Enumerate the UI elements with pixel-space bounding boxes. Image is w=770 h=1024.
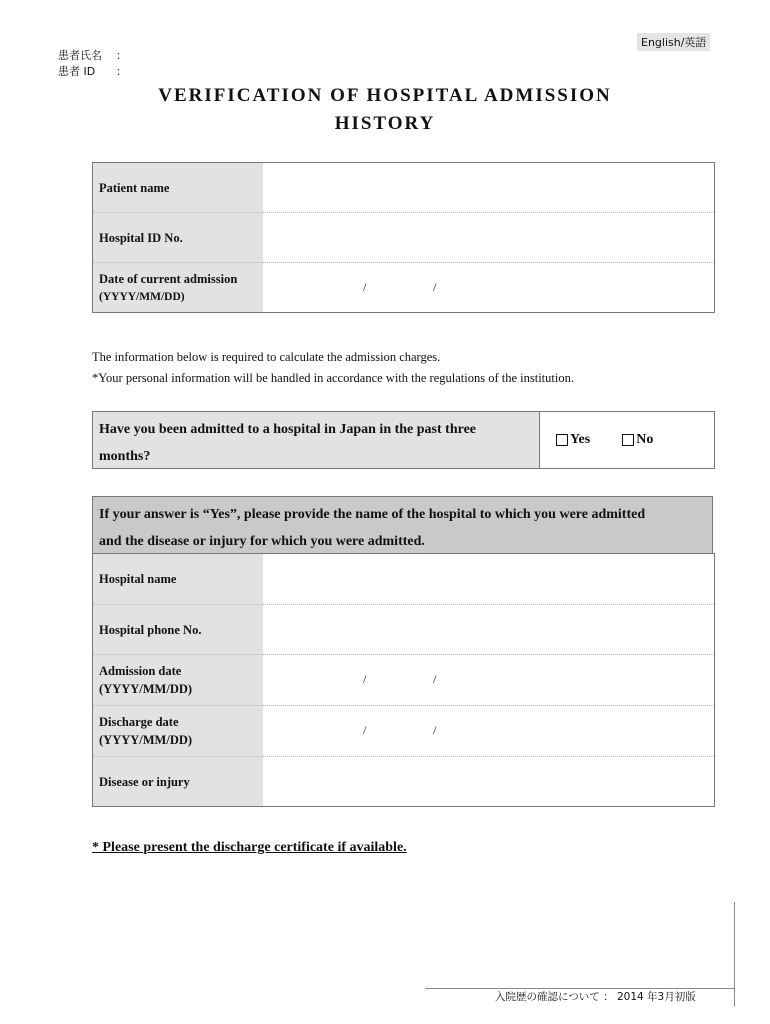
patient-name-row bbox=[93, 163, 715, 213]
discharge-date-label bbox=[93, 706, 264, 757]
admission-date-label bbox=[93, 655, 264, 706]
discharge-date-row bbox=[93, 706, 715, 757]
no-checkbox[interactable] bbox=[622, 434, 634, 446]
followup-header bbox=[92, 496, 713, 553]
current-admission-format: (YYYY/MM/DD) bbox=[99, 290, 185, 303]
current-admission-label bbox=[93, 263, 264, 313]
colon: ： bbox=[116, 49, 127, 62]
patient-id-meta-label: 患者 ID bbox=[58, 65, 96, 78]
hospital-id-label: Hospital ID No. bbox=[93, 213, 264, 263]
date-separator: / bbox=[363, 672, 367, 686]
date-separator: / bbox=[363, 279, 367, 294]
colon: ： bbox=[116, 65, 127, 78]
footer-divider-vertical bbox=[734, 902, 735, 1006]
patient-meta bbox=[58, 48, 127, 80]
followup-header-line-1: If your answer is “Yes”, please provide the name of the hospital to which you were admitted bbox=[99, 507, 646, 522]
date-separator: / bbox=[433, 723, 437, 737]
hospital-name-row bbox=[93, 554, 715, 605]
info-line-2: *Your personal information will be handled in accordance with the regulations of the institution. bbox=[92, 371, 574, 385]
hospital-phone-field[interactable] bbox=[263, 605, 715, 655]
hospital-name-field[interactable] bbox=[263, 554, 715, 605]
admission-date-row bbox=[93, 655, 715, 706]
title-line-2: HISTORY bbox=[334, 113, 436, 134]
discharge-date-field[interactable] bbox=[263, 706, 715, 757]
question-line-1: Have you been admitted to a hospital in Japan in the past three bbox=[99, 422, 476, 437]
current-admission-label-text: Date of current admission bbox=[99, 271, 238, 286]
patient-name-meta bbox=[58, 48, 127, 64]
disease-field[interactable] bbox=[263, 757, 715, 807]
hospital-name-label: Hospital name bbox=[93, 554, 264, 605]
info-line-1: The information below is required to calculate the admission charges. bbox=[92, 350, 441, 364]
footer-text: 入院歴の確認について ： 2014 年3月初版 bbox=[495, 991, 696, 1003]
admission-date-label-text: Admission date bbox=[99, 664, 182, 678]
patient-info-table bbox=[92, 162, 715, 313]
admission-date-field[interactable] bbox=[263, 655, 715, 706]
question-line-2: months? bbox=[99, 449, 151, 464]
admission-date-format: (YYYY/MM/DD) bbox=[99, 682, 193, 696]
discharge-certificate-note: * Please present the discharge certificate if available. bbox=[92, 840, 407, 855]
discharge-date-label-text: Discharge date bbox=[99, 715, 179, 729]
hospital-phone-row bbox=[93, 605, 715, 655]
patient-id-meta bbox=[58, 64, 127, 80]
patient-name-label: Patient name bbox=[93, 163, 264, 213]
answer-options bbox=[540, 412, 714, 468]
info-text bbox=[92, 347, 574, 389]
yes-option[interactable] bbox=[556, 432, 590, 448]
hospital-phone-label: Hospital phone No. bbox=[93, 605, 264, 655]
previous-admission-table bbox=[92, 553, 715, 807]
admission-question bbox=[93, 412, 540, 468]
current-admission-date-field[interactable] bbox=[263, 263, 715, 313]
disease-label: Disease or injury bbox=[93, 757, 264, 807]
yes-label: Yes bbox=[570, 432, 591, 447]
hospital-id-field[interactable] bbox=[263, 213, 715, 263]
title-line-1: VERIFICATION OF HOSPITAL ADMISSION bbox=[158, 85, 612, 106]
disease-row bbox=[93, 757, 715, 807]
admission-question-box bbox=[92, 411, 715, 469]
language-badge: English/英語 bbox=[637, 33, 710, 51]
current-admission-row bbox=[93, 263, 715, 313]
discharge-date-format: (YYYY/MM/DD) bbox=[99, 733, 193, 747]
page-title bbox=[0, 82, 770, 138]
no-option[interactable] bbox=[622, 432, 653, 448]
date-separator: / bbox=[433, 672, 437, 686]
date-separator: / bbox=[363, 723, 367, 737]
patient-name-field[interactable] bbox=[263, 163, 715, 213]
patient-name-meta-label: 患者氏名 bbox=[58, 49, 102, 62]
followup-header-line-2: and the disease or injury for which you were admitted. bbox=[99, 534, 425, 549]
date-separator: / bbox=[433, 279, 437, 294]
yes-checkbox[interactable] bbox=[556, 434, 568, 446]
hospital-id-row bbox=[93, 213, 715, 263]
no-label: No bbox=[636, 432, 654, 447]
